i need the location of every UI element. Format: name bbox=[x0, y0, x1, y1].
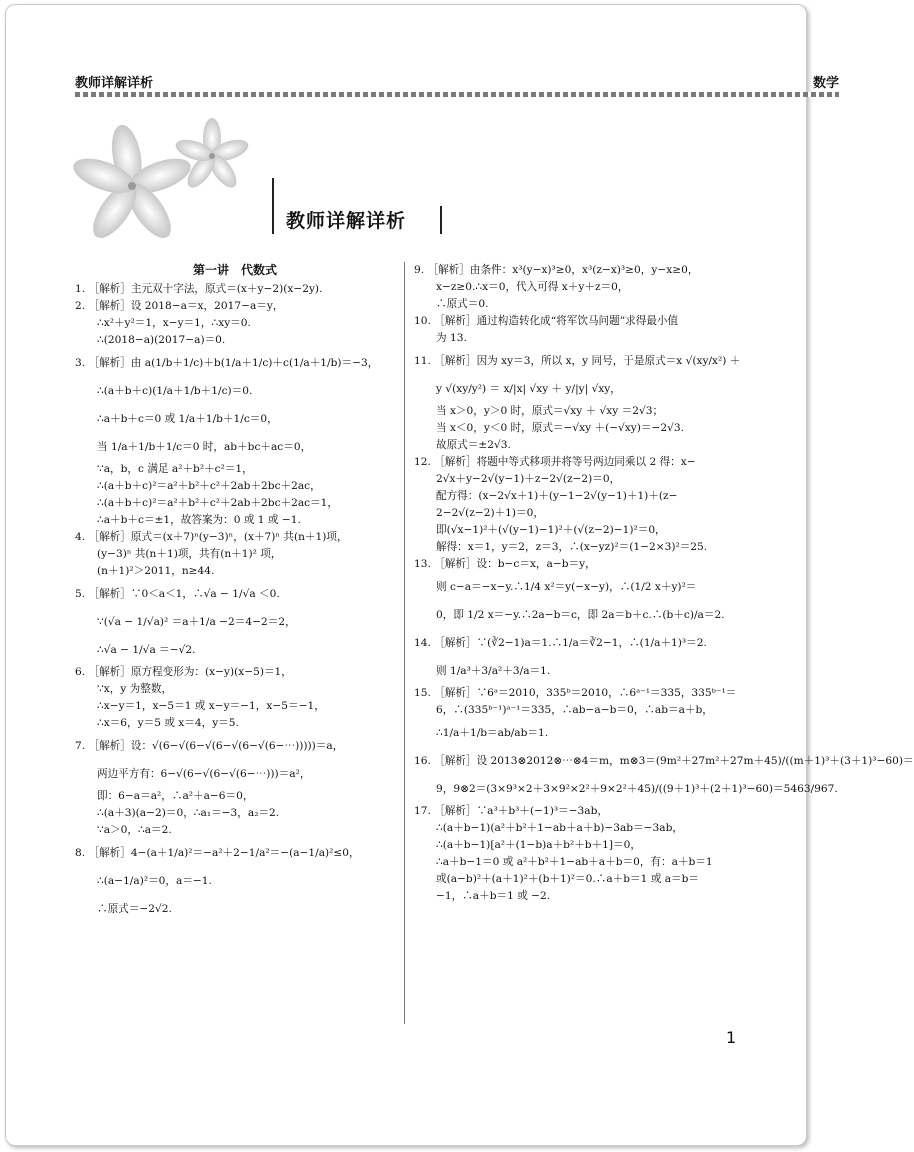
solution-line: 12. ［解析］将题中等式移项并将等号两边同乘以 2 得：x− bbox=[414, 456, 696, 468]
solution-line: 9. ［解析］由条件：x³(y−x)³≥0，x³(z−x)³≥0，y−x≥0， bbox=[414, 264, 699, 276]
solution-line: ∴a＋b＋c＝0 或 1/a＋1/b＋1/c＝0， bbox=[97, 413, 278, 425]
solution-line: ∴(a＋b＋c)(1/a＋1/b＋1/c)＝0. bbox=[97, 385, 253, 397]
solution-line: ∴(a＋3)(a−2)＝0，∴a₁＝−3，a₂＝2. bbox=[97, 807, 280, 819]
solution-line: 6. ［解析］原方程变形为：(x−y)(x−5)＝1， bbox=[75, 666, 292, 678]
solution-line: 17. ［解析］∵a³＋b³＋(−1)³＝−3ab， bbox=[414, 805, 608, 817]
right-column bbox=[414, 262, 914, 905]
solution-line: ∴x−y＝1，x−5＝1 或 x−y＝−1，x−5＝−1， bbox=[97, 700, 325, 712]
solution-line: ∴(a＋b＋c)²＝a²＋b²＋c²＋2ab＋2bc＋2ac＝1， bbox=[97, 497, 339, 509]
solution-line: 11. ［解析］因为 xy＝3，所以 x，y 同号，于是原式＝x √(xy/x²) ＋ bbox=[414, 355, 741, 367]
header-subject: 数学 bbox=[812, 76, 839, 91]
solution-line: (y−3)ⁿ 共(n＋1)项，共有(n＋1)² 项， bbox=[97, 548, 282, 560]
solution-line: ∴(a＋b−1)[a²＋(1−b)a＋b²＋b＋1]＝0， bbox=[436, 839, 641, 851]
title-bar-right bbox=[440, 206, 442, 234]
solution-line: 10. ［解析］通过构造转化成“将军饮马问题”求得最小值 bbox=[414, 315, 679, 327]
solution-line: ∴(a−1/a)²＝0，a＝−1. bbox=[97, 875, 212, 887]
solution-line: ∴原式＝0. bbox=[436, 298, 489, 310]
solution-line: 5. ［解析］∵0＜a＜1，∴√a − 1/√a ＜0. bbox=[75, 588, 280, 600]
solution-line: 或(a−b)²＋(a＋1)²＋(b＋1)²＝0.∴a＋b＝1 或 a＝b＝ bbox=[436, 873, 699, 885]
header-title: 教师详解详析 bbox=[75, 76, 154, 91]
solution-line: 当 x＜0，y＜0 时，原式＝−√xy ＋(−√xy)＝−2√3. bbox=[436, 422, 684, 434]
solution-line: 0，即 1/2 x＝−y.∴2a−b＝c，即 2a＝b＋c.∴(b＋c)/a＝2. bbox=[436, 609, 725, 621]
solution-line: 即(√x−1)²＋(√(y−1)−1)²＋(√(z−2)−1)²＝0， bbox=[436, 524, 666, 536]
page-header bbox=[75, 72, 839, 94]
solution-line: 为 13. bbox=[436, 332, 467, 344]
solution-line: 2. ［解析］设 2018−a＝x，2017−a＝y， bbox=[75, 300, 284, 312]
section-title: 第一讲 代数式 bbox=[192, 263, 277, 277]
header-dashed-rule bbox=[75, 92, 839, 97]
solution-line: ∴(a＋b−1)(a²＋b²＋1−ab＋a＋b)−3ab＝−3ab， bbox=[436, 822, 683, 834]
page-title: 教师详解详析 bbox=[286, 210, 407, 232]
solution-line: 当 1/a＋1/b＋1/c＝0 时，ab＋bc＋ac＝0， bbox=[97, 441, 312, 453]
solution-line: ∵x，y 为整数， bbox=[97, 683, 173, 695]
solution-line: x−z≥0.∴x＝0，代入可得 x＋y＋z＝0， bbox=[436, 281, 629, 293]
title-bar-left bbox=[272, 178, 274, 234]
solution-line: ∵a，b，c 满足 a²＋b²＋c²＝1， bbox=[97, 463, 253, 475]
solution-line: −1，∴a＋b＝1 或 −2. bbox=[436, 890, 551, 902]
solution-line: ∴x²＋y²＝1，x−y＝1，∴xy＝0. bbox=[97, 317, 251, 329]
solution-line: ∵a＞0，∴a＝2. bbox=[97, 824, 172, 836]
solution-line: ∴(a＋b＋c)²＝a²＋b²＋c²＋2ab＋2bc＋2ac， bbox=[97, 480, 321, 492]
solution-line: 两边平方有：6−√(6−√(6−√(6−⋯)))＝a²， bbox=[97, 768, 311, 780]
solution-line: 13. ［解析］设：b−c＝x，a−b＝y， bbox=[414, 558, 596, 570]
solution-line: 当 x＞0，y＞0 时，原式＝√xy ＋ √xy ＝2√3； bbox=[436, 405, 664, 417]
decorative-flowers-image bbox=[70, 108, 270, 238]
solution-line: ∴x＝6，y＝5 或 x＝4，y＝5. bbox=[97, 717, 239, 729]
solution-line: 则 c−a＝−x−y.∴1/4 x²＝y(−x−y)，∴(1/2 x＋y)²＝ bbox=[436, 581, 697, 593]
solution-line: 2√x＋y−2√(y−1)＋z−2√(z−2)＝0， bbox=[436, 473, 621, 485]
column-divider bbox=[404, 262, 405, 1024]
solution-line: ∵(√a − 1/√a)² ＝a＋1/a −2＝4−2＝2， bbox=[97, 616, 296, 628]
solution-line: ∴原式＝−2√2. bbox=[97, 903, 172, 915]
solution-line: ∴a＋b−1＝0 或 a²＋b²＋1−ab＋a＋b＝0，有：a＋b＝1 bbox=[436, 856, 713, 868]
page-number: 1 bbox=[726, 1028, 737, 1047]
solution-line: 16. ［解析］设 2013⊗2012⊗⋯⊗4＝m，m⊗3＝(9m²＋27m²＋27m＋45)/((m＋1)³＋(3＋1)³−60)＝ bbox=[414, 755, 914, 767]
solution-line: 15. ［解析］∵6ᵃ＝2010，335ᵇ＝2010，∴6ᵃ⁻¹＝335，335ᵇ⁻¹＝ bbox=[414, 687, 737, 699]
solution-line: 7. ［解析］设：√(6−√(6−√(6−√(6−√(6−⋯)))))＝a， bbox=[75, 740, 344, 752]
title-block bbox=[268, 178, 458, 238]
solution-line: 14. ［解析］∵(∛2−1)a＝1.∴1/a＝∛2−1，∴(1/a＋1)³＝2. bbox=[414, 637, 707, 649]
solution-line: ∴(2018−a)(2017−a)＝0. bbox=[97, 334, 226, 346]
solution-line: ∴√a − 1/√a ＝−√2. bbox=[97, 644, 196, 656]
solution-line: 故原式＝±2√3. bbox=[436, 439, 511, 451]
solution-line: 配方得：(x−2√x＋1)＋(y−1−2√(y−1)＋1)＋(z− bbox=[436, 490, 678, 502]
solution-line: 4. ［解析］原式＝(x＋7)ⁿ(y−3)ⁿ，(x＋7)ⁿ 共(n＋1)项， bbox=[75, 531, 348, 543]
left-column bbox=[75, 262, 395, 923]
solution-line: ∴1/a＋1/b＝ab/ab＝1. bbox=[436, 727, 549, 739]
solution-line: 即：6−a＝a²，∴a²＋a−6＝0， bbox=[97, 790, 254, 802]
solution-line: (n＋1)²＞2011，n≥44. bbox=[97, 565, 215, 577]
solution-line: ∴a＋b＋c＝±1，故答案为：0 或 1 或 −1. bbox=[97, 514, 301, 526]
solution-line: 1. ［解析］主元双十字法，原式＝(x＋y−2)(x−2y). bbox=[75, 283, 323, 295]
solution-line: y √(xy/y²) ＝ x/|x| √xy ＋ y/|y| √xy， bbox=[436, 383, 621, 395]
solution-line: 3. ［解析］由 a(1/b＋1/c)＋b(1/a＋1/c)＋c(1/a＋1/b)＝−3， bbox=[75, 357, 379, 369]
solution-line: 8. ［解析］4−(a＋1/a)²＝−a²＋2−1/a²＝−(a−1/a)²≤0， bbox=[75, 847, 360, 859]
solution-line: 9，9⊗2＝(3×9³×2＋3×9²×2²＋9×2²＋45)/((9＋1)³＋(2＋1)³−60)＝5463/967. bbox=[436, 783, 838, 795]
solution-line: 6，∴(335ᵇ⁻¹)ᵃ⁻¹＝335，∴ab−a−b＝0，∴ab＝a＋b， bbox=[436, 704, 713, 716]
solution-line: 解得：x＝1，y＝2，z＝3，∴(x−yz)²＝(1−2×3)²＝25. bbox=[436, 541, 708, 553]
solution-line: 则 1/a³＋3/a²＋3/a＝1. bbox=[436, 665, 551, 677]
solution-line: 2−2√(z−2)＋1)＝0， bbox=[436, 507, 544, 519]
